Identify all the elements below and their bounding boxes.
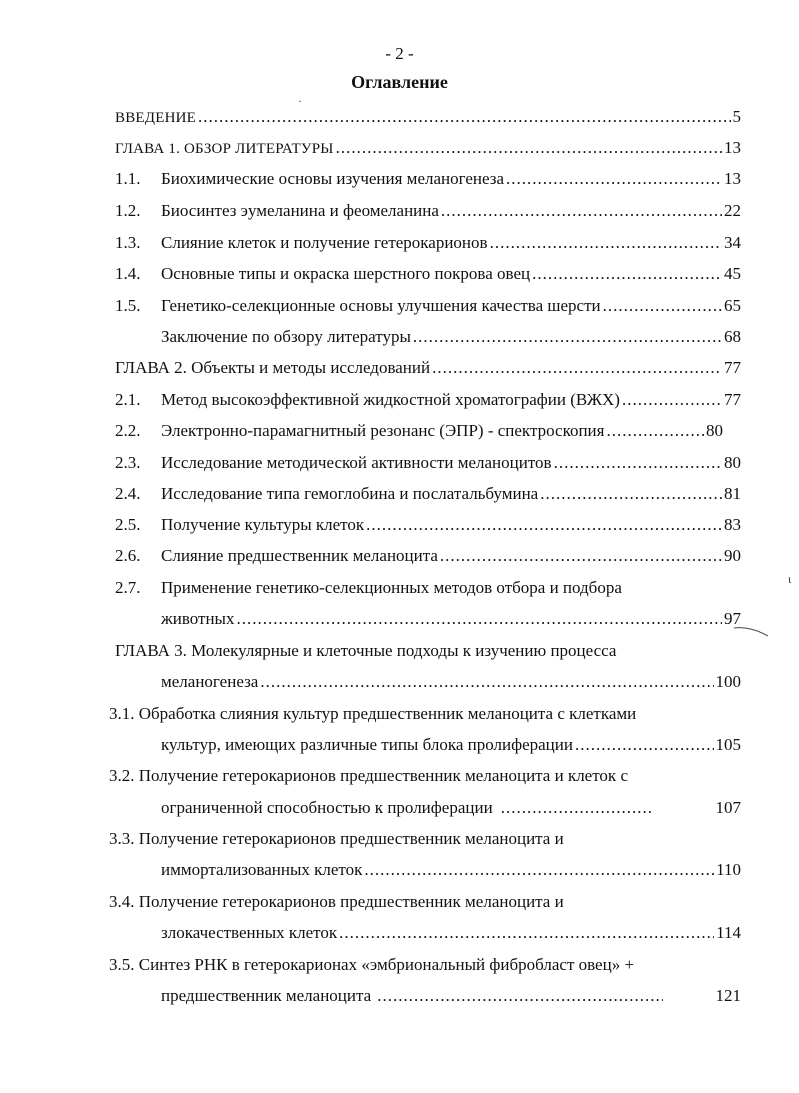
toc-title: Оглавление	[351, 72, 448, 92]
toc-entry-2-4[interactable]	[115, 483, 741, 505]
toc-section-number: 1.2.	[115, 201, 141, 220]
dot-leader	[413, 326, 722, 348]
page-number: - 2 -	[385, 44, 414, 63]
toc-entry-text: ВВЕДЕНИЕ	[115, 110, 196, 126]
toc-entry-text-cont: меланогенеза	[161, 672, 259, 691]
toc-page-number: 110	[716, 860, 741, 879]
toc-section-number: 2.5.	[115, 515, 141, 534]
dot-leader	[339, 922, 714, 944]
dot-leader	[236, 608, 722, 630]
dot-leader	[260, 671, 713, 693]
scan-speck: ·	[298, 94, 302, 108]
toc-page-number: 5	[732, 107, 741, 126]
dot-leader	[506, 168, 722, 190]
toc-entry-text: 3.3. Получение гетерокарионов предшественник меланоцита и	[109, 829, 564, 848]
dot-leader	[603, 295, 722, 317]
toc-page-number: 100	[715, 672, 741, 691]
toc-entry-text: Применение генетико-селекционных методов отбора и подбора	[161, 578, 622, 597]
toc-entry-1-1[interactable]	[115, 168, 741, 190]
toc-page-number: 83	[724, 515, 741, 534]
toc-entry-text: Биохимические основы изучения меланогенеза	[161, 169, 505, 188]
dot-leader	[501, 797, 653, 819]
toc-entry-text-cont: злокачественных клеток	[161, 923, 338, 942]
toc-entry-text-cont: предшественник меланоцита	[161, 986, 372, 1005]
toc-section-number: 2.6.	[115, 546, 141, 565]
toc-entry-3-3-cont[interactable]	[161, 859, 741, 881]
toc-page-number: 80	[724, 453, 741, 472]
toc-entry-text: 3.4. Получение гетерокарионов предшественник меланоцита и	[109, 892, 564, 911]
toc-entry-text: Основные типы и окраска шерстного покрова овец	[161, 264, 531, 283]
toc-entry-text: 3.5. Синтез РНК в гетерокарионах «эмбриональный фибробласт овец» +	[109, 955, 635, 974]
toc-section-number: 2.4.	[115, 484, 141, 503]
toc-entry-text: Слияние предшественник меланоцита	[161, 546, 438, 565]
dot-leader	[198, 106, 731, 128]
dot-leader	[336, 137, 722, 159]
toc-entry-text-cont: ограниченной способностью к пролиферации	[161, 798, 493, 817]
dot-leader	[432, 357, 722, 379]
dot-leader	[622, 389, 722, 411]
toc-page-number: 105	[715, 735, 741, 754]
toc-page-number: 45	[724, 264, 741, 283]
toc-entry-text: Слияние клеток и получение гетерокарионов	[161, 233, 488, 252]
toc-entry-2-7-cont[interactable]	[161, 608, 741, 630]
toc-entry-text: Электронно-парамагнитный резонанс (ЭПР) - спектроскопия	[161, 421, 605, 440]
toc-page-number: 65	[724, 296, 741, 315]
toc-entry-3-3[interactable]	[109, 828, 564, 850]
toc-entry-3-4-cont[interactable]	[161, 922, 741, 944]
toc-entry-text: 3.2. Получение гетерокарионов предшественник меланоцита и клеток с	[109, 766, 628, 785]
toc-entry-text: Заключение по обзору литературы	[161, 327, 411, 346]
toc-page-number: 22	[724, 201, 741, 220]
toc-entry-text-cont: иммортализованных клеток	[161, 860, 363, 879]
toc-section-number: 2.3.	[115, 453, 141, 472]
toc-entry-2-2[interactable]	[115, 420, 723, 442]
dot-leader	[364, 859, 714, 881]
toc-page-number: 34	[724, 233, 741, 252]
toc-entry-text: Исследование методической активности меланоцитов	[161, 453, 552, 472]
toc-page-number: 97	[724, 609, 741, 628]
dot-leader	[441, 200, 722, 222]
toc-entry-text: 3.1. Обработка слияния культур предшественник меланоцита с клетками	[109, 704, 637, 723]
toc-entry-1-4[interactable]	[115, 263, 741, 285]
toc-section-number: 1.5.	[115, 296, 141, 315]
toc-page-number: 77	[724, 390, 741, 409]
scan-stroke	[732, 622, 772, 642]
toc-page-number: 114	[716, 923, 741, 942]
toc-entry-text-cont: культур, имеющих различные типы блока пролиферации	[161, 735, 573, 754]
toc-entry-3-5[interactable]	[109, 954, 634, 976]
toc-entry-text: Генетико-селекционные основы улучшения качества шерсти	[161, 296, 601, 315]
toc-section-number: 2.7.	[115, 578, 141, 597]
scan-speck: ι	[788, 572, 792, 586]
toc-entry-3-2-cont[interactable]	[161, 797, 741, 819]
toc-page-number: 107	[715, 798, 741, 817]
toc-entry-3-4[interactable]	[109, 891, 564, 913]
toc-page-number: 13	[724, 169, 741, 188]
toc-page-number: 81	[724, 484, 741, 503]
toc-section-number: 1.3.	[115, 233, 141, 252]
toc-entry-2-1[interactable]	[115, 389, 741, 411]
toc-entry-3-2[interactable]	[109, 765, 628, 787]
dot-leader	[606, 420, 704, 442]
toc-section-number: 1.1.	[115, 169, 141, 188]
dot-leader	[490, 232, 722, 254]
dot-leader	[540, 483, 722, 505]
toc-page-number: 13	[724, 138, 741, 157]
toc-entry-text-cont: животных	[161, 609, 235, 628]
dot-leader	[532, 263, 722, 285]
toc-entry-introduction[interactable]	[115, 106, 741, 129]
dot-leader	[377, 985, 663, 1007]
toc-entry-text: ГЛАВА 2. Объекты и методы исследований	[115, 358, 431, 377]
toc-page-number: 80	[706, 421, 723, 440]
toc-entry-chapter-2[interactable]	[115, 357, 741, 379]
dot-leader	[440, 545, 722, 567]
toc-entry-2-5[interactable]	[115, 514, 741, 536]
toc-entry-chapter-1[interactable]	[115, 137, 741, 160]
toc-entry-3-5-cont[interactable]	[161, 985, 741, 1007]
toc-entry-text: Получение культуры клеток	[161, 515, 365, 534]
toc-entry-text: ГЛАВА 3. Молекулярные и клеточные подходы к изучению процесса	[115, 641, 617, 660]
toc-entry-2-7[interactable]	[115, 577, 622, 599]
toc-entry-text: Биосинтез эумеланина и феомеланина	[161, 201, 439, 220]
toc-entry-review-conclusion[interactable]	[161, 326, 741, 348]
dot-leader	[366, 514, 722, 536]
toc-entry-1-3[interactable]	[115, 232, 741, 254]
toc-entry-3-1-cont[interactable]	[161, 734, 741, 756]
toc-page-number: 90	[724, 546, 741, 565]
toc-page-number: 68	[724, 327, 741, 346]
toc-entry-chapter-3[interactable]	[115, 640, 616, 662]
toc-entry-text: Метод высокоэффективной жидкостной хроматографии (ВЖХ)	[161, 390, 620, 409]
toc-entry-1-2[interactable]	[115, 200, 741, 222]
toc-section-number: 2.2.	[115, 421, 141, 440]
toc-page-number: 121	[715, 986, 741, 1005]
dot-leader	[554, 452, 722, 474]
toc-entry-3-1[interactable]	[109, 703, 636, 725]
toc-entry-2-3[interactable]	[115, 452, 741, 474]
toc-entry-2-6[interactable]	[115, 545, 741, 567]
toc-entry-text: ГЛАВА 1. ОБЗОР ЛИТЕРАТУРЫ	[115, 141, 334, 157]
toc-page-number: 77	[724, 358, 741, 377]
toc-section-number: 1.4.	[115, 264, 141, 283]
toc-entry-chapter-3-cont[interactable]	[161, 671, 741, 693]
toc-section-number: 2.1.	[115, 390, 141, 409]
toc-entry-1-5[interactable]	[115, 295, 741, 317]
toc-entry-text: Исследование типа гемоглобина и послатальбумина	[161, 484, 539, 503]
dot-leader	[575, 734, 714, 756]
